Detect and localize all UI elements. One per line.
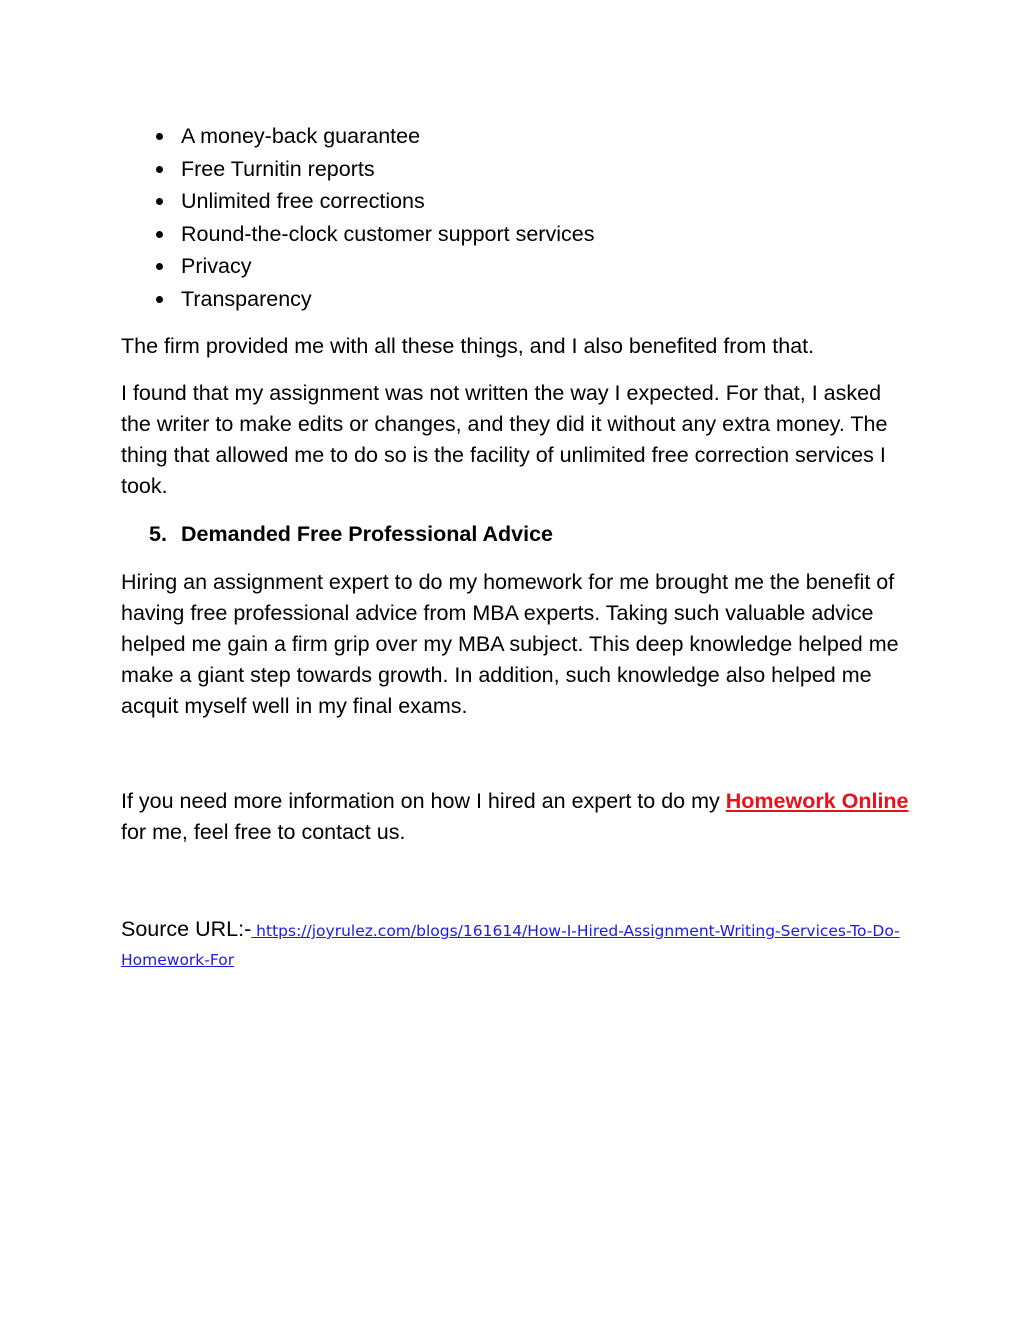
bullet-icon (156, 263, 163, 270)
bullet-icon (156, 231, 163, 238)
heading-number: 5. (149, 522, 167, 546)
list-item (121, 283, 921, 316)
feature-list (121, 120, 921, 316)
heading-text: Demanded Free Professional Advice (181, 522, 553, 546)
bullet-icon (156, 166, 163, 173)
contact-text-before: If you need more information on how I hired an expert to do my (121, 789, 726, 813)
bullet-icon (156, 133, 163, 140)
list-item (121, 250, 921, 283)
list-item-text: Unlimited free corrections (181, 189, 425, 214)
list-item-text: Round-the-clock customer support services (181, 221, 595, 246)
source-url-link[interactable]: https://joyrulez.com/blogs/161614/How-I-Hired-Assignment-Writing-Services-To-Do-Homework-For (121, 922, 900, 969)
bullet-icon (156, 198, 163, 205)
homework-online-link[interactable]: Homework Online (725, 789, 909, 813)
paragraph-corrections: I found that my assignment was not written the way I expected. For that, I asked the writer to make edits or changes, and they did it without any extra money. The thing that allowed me to do so is the facility of unlimited free correction services I took. (121, 381, 888, 498)
list-item-text: Transparency (181, 286, 312, 311)
list-item-text: Privacy (181, 254, 252, 279)
list-item-text: A money-back guarantee (181, 124, 421, 148)
paragraph-contact (121, 786, 911, 848)
list-item (121, 218, 921, 251)
section-heading (149, 519, 553, 550)
contact-text-after: for me, feel free to contact us. (121, 820, 406, 844)
list-item (121, 120, 921, 153)
list-item (121, 185, 921, 218)
source-label: Source URL:- (121, 917, 252, 941)
paragraph-advice: Hiring an assignment expert to do my homework for me brought me the benefit of having free professional advice from MBA experts. Taking such valuable advice helped me gain a firm grip over my MBA subject. This deep knowledge helped me make a giant step towards growth. In addition, such knowledge also helped me acquit myself well in my final exams. (121, 570, 899, 718)
bullet-icon (156, 296, 163, 303)
paragraph-benefits: The firm provided me with all these things, and I also benefited from that. (121, 334, 815, 358)
list-item-text: Free Turnitin reports (181, 156, 375, 181)
list-item (121, 153, 921, 186)
source-line (121, 912, 906, 975)
